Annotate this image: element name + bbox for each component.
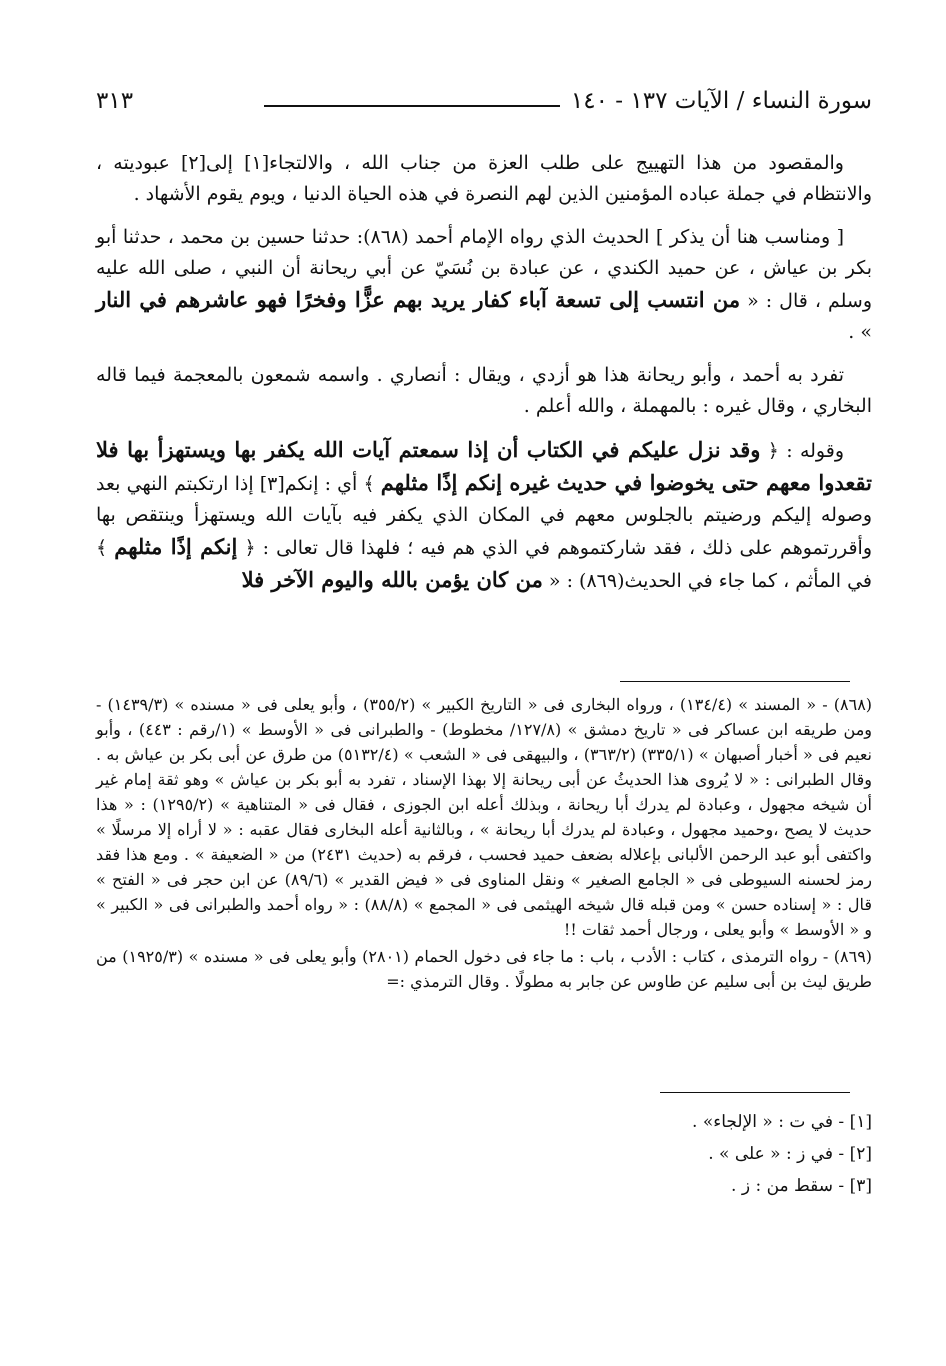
footnotes — [96, 692, 872, 996]
paragraph-4-commentary: ﴾ أي : إنكم[٣] إذا ارتكبتم النهي بعد وصوله إليكم ورضيتم بالجلوس معهم في المكان الذي يكفر فيه بآيات الله ويستهزأ وينتقص بها وأقررتموهم على ذلك ، فقد شاركتموهم في الذي هم فيه ؛ فلهذا قال تعالى : ﴿ — [96, 473, 873, 559]
main-text — [96, 148, 872, 609]
verse-quote: إنكم إذًا مثلهم — [114, 534, 238, 559]
paragraph-4 — [96, 434, 872, 597]
verse-text: وقد نزل عليكم في الكتاب أن إذا سمعتم آيات الله يكفر بها ويستهزأ بها فلا تقعدوا معهم حتى يخوضوا في حديث غيره إنكم إذًا مثلهم — [96, 437, 873, 495]
header-rule — [264, 105, 560, 107]
footnote-separator — [620, 681, 850, 682]
paragraph-2-end: » . — [848, 321, 872, 343]
hadith-quote: من كان يؤمن بالله واليوم الآخر فلا — [241, 567, 543, 592]
paragraph-4-continuation: ﴾ في المأثم ، كما جاء في الحديث(٨٦٩) : « — [96, 537, 872, 592]
variants-separator — [90, 1092, 850, 1093]
paragraph-3: تفرد به أحمد ، وأبو ريحانة هذا هو أزدي ، ويقال : أنصاري . واسمه شمعون بالمعجمة فيما قاله البخاري ، وقال غيره : بالمهملة ، والله أعلم . — [96, 364, 872, 417]
surah-title: سورة النساء / الآيات ١٣٧ - ١٤٠ — [570, 88, 872, 114]
footnote-868: (٨٦٨) - « المسند » (١٣٤/٤) ، ورواه البخارى فى « التاريخ الكبير » (٣٥٥/٢) ، وأبو يعلى فى « مسنده » (١٤٣٩/٣) - ومن طريقه ابن عساكر فى « تاريخ دمشق » (١٢٧/٨/ مخطوط) - والطبرانى فى « الأوسط » (١/رقم : ٤٤٣) ، وأبو نعيم فى « أخبار أصبهان » (٣٣٥/١) (٣٦٣/٢) ، والبيهقى فى « الشعب » (٥١٣٢/٤) من طرق عن أبى بكر بن عياش به . وقال الطبرانى : « لا يُروى هذا الحديثُ عن أبى ريحانة إلا بهذا الإسناد ، تفرد به أبو بكر بن عياش » وهو ثقة إمام غير أن شيخه مجهول ، وعبادة لم يدرك أبا ريحانة ، وبذلك أعله ابن الجوزى ، فقال فى « المتناهية » (١٢٩٥/٢) : « هذا حديث لا يصح ،وحميد مجهول ، وعبادة لم يدرك أبا ريحانة » ، وبالثانية أعله البخارى فقال عقبه : « لا أراه إلا مرسلًا » واكتفى أبو عبد الرحمن الألبانى بإعلاله بضعف حميد فحسب ، فرقم به (حديث ٢٤٣١) من « الضعيفة » . ومع هذا فقد رمز لحسنه السيوطى فى « الجامع الصغير » ونقل المناوى فى « فيض القدير » (٨٩/٦) عن ابن حجر فى « الفتح » قال : « إسناده حسن » ومن قبله قال شيخه الهيثمى فى « المجمع » (٨٨/٨) : « رواه أحمد والطبرانى فى « الكبير » و « الأوسط » وأبو يعلى ، ورجال أحمد ثقات !! — [96, 695, 873, 939]
paragraph-1: والمقصود من هذا التهييج على طلب العزة من جناب الله ، والالتجاء[١] إلى[٢] عبوديته ، والانتظام في جملة عباده المؤمنين الذين لهم النصرة في هذه الحياة الدنيا ، ويوم يقوم الأشهاد . — [96, 152, 872, 205]
manuscript-variants — [96, 1106, 872, 1202]
variant-2: [٢] - في ز : « على » . — [708, 1144, 872, 1164]
hadith-text: من انتسب إلى تسعة آباء كفار يريد بهم عزًّا وفخرًا فهو عاشرهم في النار — [96, 287, 741, 312]
paragraph-4-intro: وقوله : ﴿ — [767, 440, 844, 462]
paragraph-2 — [96, 222, 872, 348]
paragraph-2-text: [ ومناسب هنا أن يذكر ] الحديث الذي رواه الإمام أحمد (٨٦٨): حدثنا حسين بن محمد ، حدثنا أبو بكر بن عياش ، عن حميد الكندي ، عن عبادة بن نُسَيّ عن أبي ريحانة أن النبي ، صلى الله عليه وسلم ، قال : « — [96, 226, 872, 312]
footnote-869: (٨٦٩) - رواه الترمذى ، كتاب : الأدب ، باب : ما جاء فى دخول الحمام (٢٨٠١) وأبو يعلى فى « مسنده » (١٩٢٥/٣) من طريق ليث بن أبى سليم عن طاوس عن جابر به مطولًا . وقال الترمذي := — [96, 947, 873, 991]
variant-1: [١] - في ت : « الإلجاء» . — [692, 1112, 872, 1132]
variant-3: [٣] - سقط من : ز . — [731, 1176, 872, 1196]
page-number: ٣١٣ — [96, 88, 134, 114]
running-header — [96, 88, 872, 118]
